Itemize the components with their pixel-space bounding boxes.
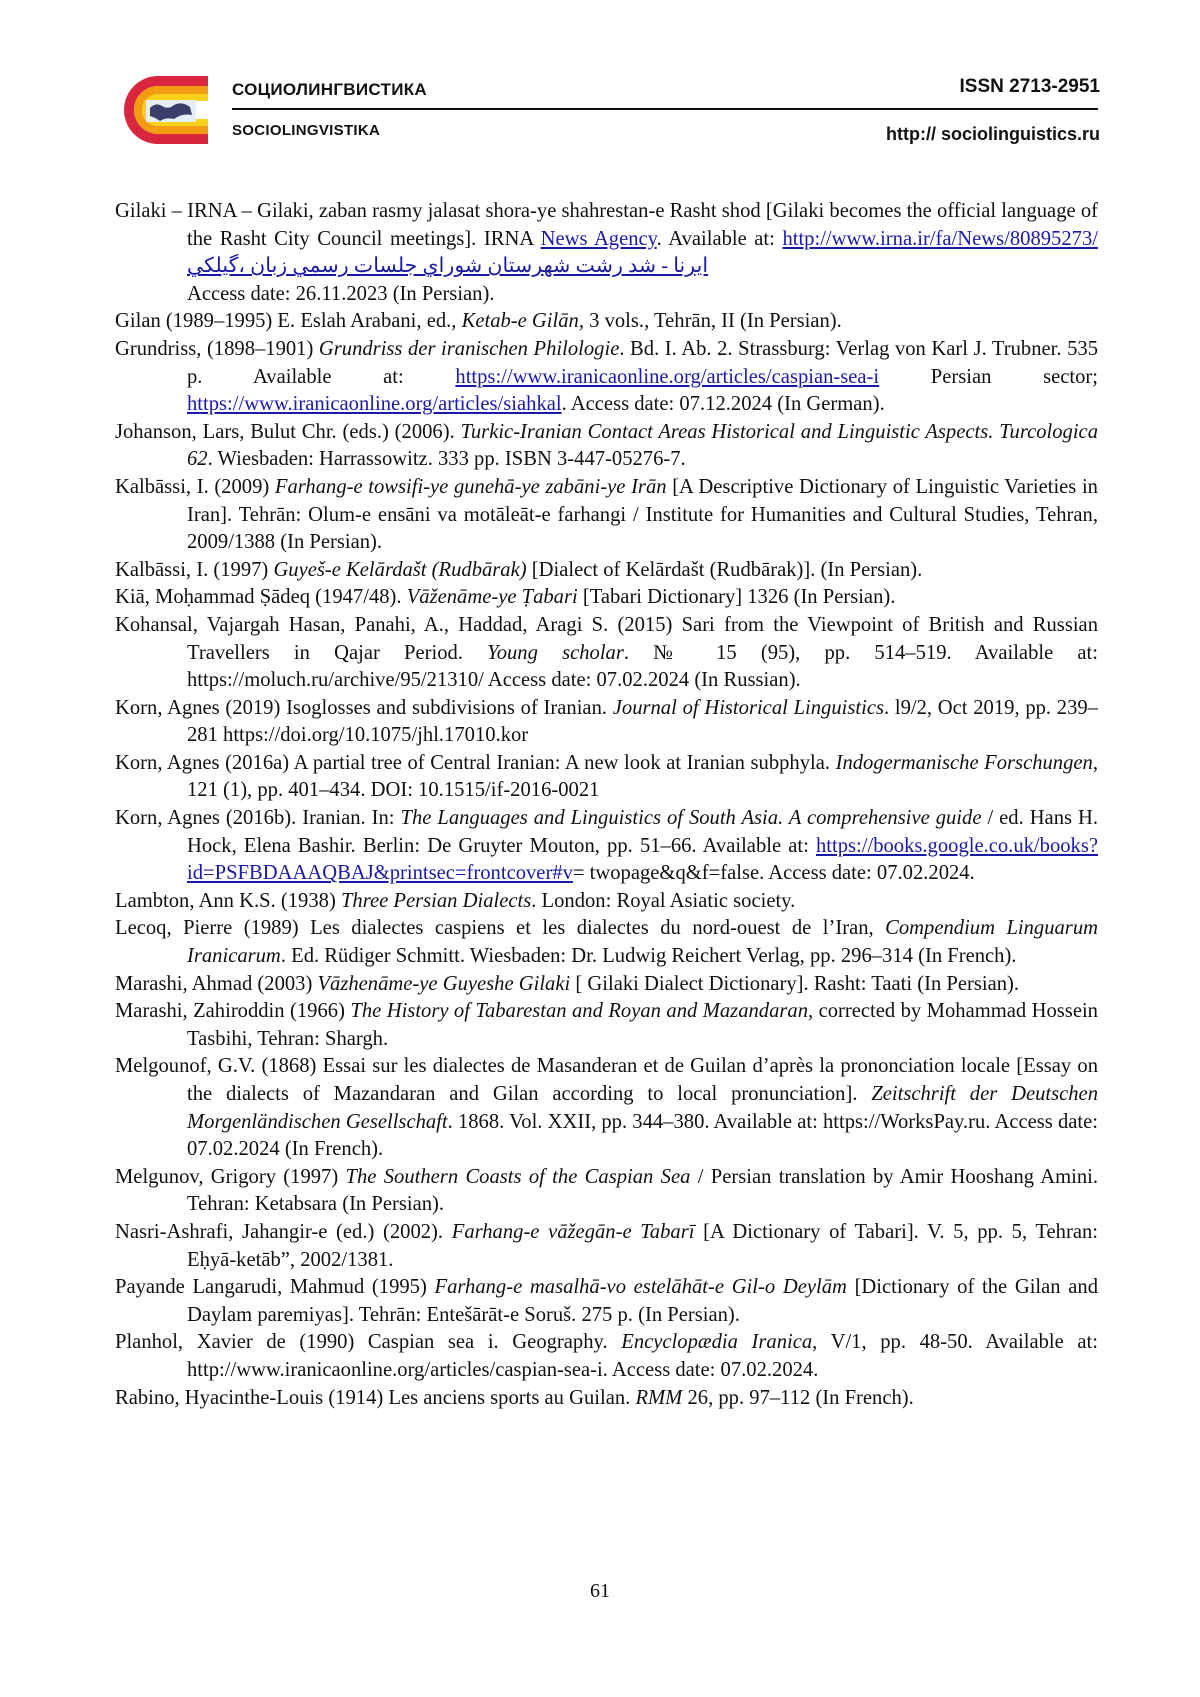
reference-link[interactable]: ایرنا - شد رشت شهرستان شوراي جلسات رسمي زبان ،گیلکي [187,255,709,278]
reference-item: Korn, Agnes (2019) Isoglosses and subdivisions of Iranian. Journal of Historical Linguistics. l9/2, Oct 2019, pp. 239–281 https://doi.org/10.1075/jhl.17010.kor [115,696,1098,747]
reference-item: Kohansal, Vajargah Hasan, Panahi, A., Haddad, Aragi S. (2015) Sari from the Viewpoint of British and Russian Travellers in Qajar Period. Young scholar. № 15 (95), pp. 514–519. Available at: https://moluch.ru/archive/95/21310/ Access date: 07.02.2024 (In Russian). [115,613,1098,692]
reference-list [115,198,1098,1412]
reference-link[interactable]: https://books.google.co.uk/books?id=PSFBDAAAQBAJ&printsec=frontcover#v [187,834,1098,885]
header-divider [232,108,1098,110]
reference-item: Marashi, Zahiroddin (1966) The History of Tabarestan and Royan and Mazandaran, corrected by Mohammad Hossein Tasbihi, Tehran: Shargh. [115,1000,1098,1050]
reference-item: Rabino, Hyacinthe-Louis (1914) Les anciens sports au Guilan. RMM 26, pp. 97–112 (In French). [115,1386,914,1409]
reference-item: Payande Langarudi, Mahmud (1995) Farhang-e masalhā-vo estelāhāt-e Gil-o Deylām [Dictionary of the Gilan and Daylam paremiyas]. Tehrān: Entešārāt-e Soruš. 275 p. (In Persian). [115,1276,1098,1326]
reference-item: Lambton, Ann K.S. (1938) Three Persian Dialects. London: Royal Asiatic society. [115,889,796,912]
reference-item: Korn, Agnes (2016a) A partial tree of Central Iranian: A new look at Iranian subphyla. Indogermanische Forschungen, 121 (1), pp. 401–434. DOI: 10.1515/if-2016-0021 [115,751,1098,802]
page-header [0,0,1200,160]
journal-website[interactable]: http:// sociolinguistics.ru [885,124,1100,144]
reference-link[interactable]: https://www.iranicaonline.org/articles/siahkal [187,393,562,416]
reference-item: Melgunov, Grigory (1997) The Southern Coasts of the Caspian Sea / Persian translation by Amir Hooshang Amini. Tehran: Ketabsara (In Persian). [115,1165,1098,1216]
reference-item: Marashi, Ahmad (2003) Vāzhenāme-ye Guyeshe Gilaki [ Gilaki Dialect Dictionary]. Rasht: Taati (In Persian). [115,972,1020,995]
journal-title-en: SOCIOLINGVISTIKA [232,122,381,139]
reference-item: Grundriss, (1898–1901) Grundriss der iranischen Philologie. Bd. I. Ab. 2. Strassburg: Verlag von Karl J. Trubner. 535 p. Available at: https://www.iranicaonline.org/articles/caspian-sea-i Persian sector; https://www.iranicaonline.org/articles/siahkal. Access date: 07.12.2024 (In German). [115,337,1098,416]
reference-item: Kalbāssi, I. (1997) Guyeš-e Kelārdašt (Rudbārak) [Dialect of Kelārdašt (Rudbārak)]. (In Persian). [115,558,923,581]
reference-item: Lecoq, Pierre (1989) Les dialectes caspiens et les dialectes du nord-ouest de l’Iran, Compendium Linguarum Iranicarum. Ed. Rüdiger Schmitt. Wiesbaden: Dr. Ludwig Reichert Verlag, pp. 296–314 (In French). [115,917,1098,968]
issn: ISSN 2713-2951 [959,76,1100,97]
reference-item: Gilan (1989–1995) E. Eslah Arabani, ed., Ketab-e Gilān, 3 vols., Tehrān, II (In Persian). [115,310,842,333]
reference-item: Planhol, Xavier de (1990) Caspian sea i. Geography. Encyclopædia Iranica, V/1, pp. 48-50. Available at: http://www.iranicaonline.org/articles/caspian-sea-i. Access date: 07.02.2024. [115,1331,1099,1381]
journal-logo-icon [108,72,208,148]
reference-link[interactable]: https://www.iranicaonline.org/articles/caspian-sea-i [455,365,880,388]
journal-title-ru: СОЦИОЛИНГВИСТИКА [232,80,427,99]
reference-item: Korn, Agnes (2016b). Iranian. In: The Languages and Linguistics of South Asia. A comprehensive guide / ed. Hans H. Hock, Elena Bashir. Berlin: De Gruyter Mouton, pp. 51–66. Available at: https://books.google.co.uk/books?id=PSFBDAAAQBAJ&printsec=frontcover#v= twopage&q&f=false. Access date: 07.02.2024. [115,807,1099,885]
reference-item: Johanson, Lars, Bulut Chr. (eds.) (2006). Turkic-Iranian Contact Areas Historical and Linguistic Aspects. Turcologica 62. Wiesbaden: Harrassowitz. 333 pp. ISBN 3-447-05276-7. [115,420,1098,471]
reference-item: Gilaki – IRNA – Gilaki, zaban rasmy jalasat shora-ye shahrestan-e Rasht shod [Gilaki becomes the official language of the Rasht City Council meetings]. IRNA News Agency. Available at: http://www.irna.ir/fa/News/80895273/ ایرنا - شد رشت شهرستان شوراي جلسات رسمي زبان ،گیلکي Access date: 26.11.2023 (In Persian). [115,200,1098,305]
reference-item: Melgounof, G.V. (1868) Essai sur les dialectes de Masanderan et de Guilan d’après la prononciation locale [Essay on the dialects of Mazandaran and Gilan according to local pronunciation]. Zeitschrift der Deutschen Morgenländischen Gesellschaft. 1868. Vol. XXII, pp. 344–380. Available at: https://WorksPay.ru. Access date: 07.02.2024 (In French). [115,1055,1098,1161]
reference-item: Nasri-Ashrafi, Jahangir-e (ed.) (2002). Farhang-e vāžegān-e Tabarī [A Dictionary of Tabari]. V. 5, pp. 5, Tehran: Eḥyā-ketāb”, 2002/1381. [115,1220,1098,1271]
reference-link[interactable]: http://www.irna.ir/fa/News/80895273/ [782,227,1098,250]
reference-link[interactable]: News Agency [540,227,657,250]
reference-item: Kiā, Moḥammad Ṣādeq (1947/48). Vāženāme-ye Ṭabari [Tabari Dictionary] 1326 (In Persian). [115,586,896,609]
page-number: 61 [590,1580,610,1602]
reference-item: Kalbāssi, I. (2009) Farhang-e towsifi-ye gunehā-ye zabāni-ye Irān [A Descriptive Dictionary of Linguistic Varieties in Iran]. Tehrān: Olum-e ensāni va motāleāt-e farhangi / Institute for Humanities and Cultural Studies, Tehran, 2009/1388 (In Persian). [115,475,1098,554]
